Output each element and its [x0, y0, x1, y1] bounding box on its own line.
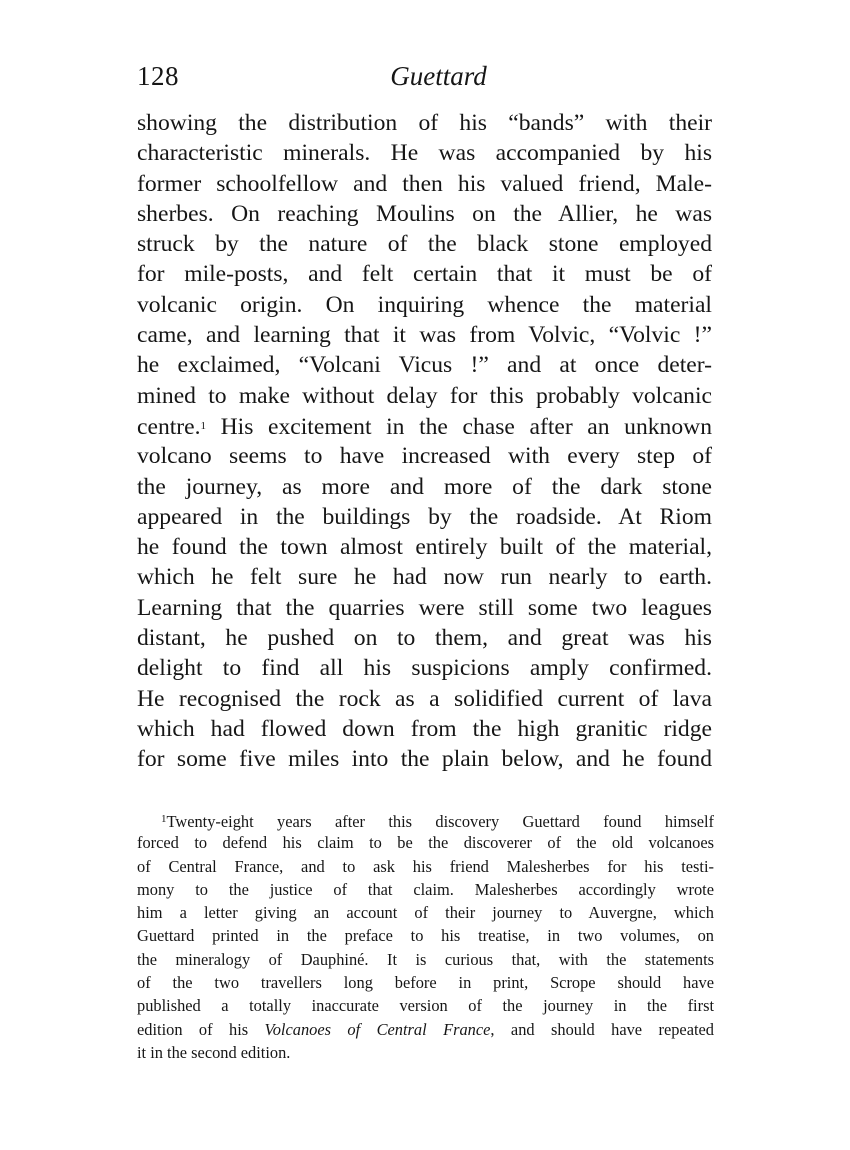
body-line: He recognised the rock as a solidified current of lava	[137, 685, 712, 712]
body-line: which had flowed down from the high granitic ridge	[137, 715, 712, 742]
footnote	[137, 808, 714, 1064]
body-line: distant, he pushed on to them, and great was his	[137, 625, 712, 652]
footnote-line-with-title	[137, 1018, 714, 1041]
body-line: volcanic origin. On inquiring whence the material	[137, 291, 712, 318]
footnote-line: of the two travellers long before in print, Scrope should have	[137, 973, 714, 993]
body-line-rest: His excitement in the chase after an unknown	[206, 413, 712, 440]
footnote-line: him a letter giving an account of their journey to Auvergne, which	[137, 903, 714, 923]
body-line: he exclaimed, “Volcani Vicus !” and at once deter-	[137, 352, 712, 379]
body-text	[137, 108, 712, 775]
running-head	[137, 58, 712, 94]
body-line: volcano seems to have increased with every step of	[137, 443, 712, 470]
footnote-line: the mineralogy of Dauphiné. It is curious that, with the statements	[137, 949, 714, 969]
footnote-text: Twenty-eight years after this discovery Guettard found himself	[166, 812, 714, 831]
footnote-reference: 1	[200, 419, 207, 432]
book-title: Volcanoes of Central France	[264, 1019, 491, 1039]
body-line: sherbes. On reaching Moulins on the Allier, he was	[137, 200, 712, 227]
body-line-with-footnote-ref	[137, 411, 712, 441]
body-line: delight to find all his suspicions amply confirmed.	[137, 655, 712, 682]
footnote-line: it in the second edition.	[137, 1042, 291, 1062]
body-line: former schoolfellow and then his valued friend, Male-	[137, 170, 712, 197]
footnote-line: Guettard printed in the preface to his treatise, in two volumes, on	[137, 926, 714, 946]
footnote-line: forced to defend his claim to be the discoverer of the old volcanoes	[137, 833, 714, 853]
body-line: appeared in the buildings by the roadside. At Riom	[137, 503, 712, 530]
body-line: mined to make without delay for this probably volcanic	[137, 382, 712, 409]
footnote-marker: 1	[161, 813, 167, 825]
body-line: for some five miles into the plain below, and he found	[137, 746, 712, 773]
body-line: Learning that the quarries were still some two leagues	[137, 594, 712, 621]
body-line: which he felt sure he had now run nearly to earth.	[137, 564, 712, 591]
body-line: characteristic minerals. He was accompanied by his	[137, 140, 712, 167]
footnote-line: published a totally inaccurate version of the journey in the first	[137, 996, 714, 1016]
body-line: struck by the nature of the black stone employed	[137, 231, 712, 258]
footnote-text: edition of his	[137, 1019, 265, 1039]
footnote-line: mony to the justice of that claim. Malesherbes accordingly wrote	[137, 879, 714, 899]
body-line: showing the distribution of his “bands” with their	[137, 110, 712, 136]
page-number: 128	[137, 61, 179, 91]
body-line: the journey, as more and more of the dark stone	[137, 473, 712, 500]
body-line: came, and learning that it was from Volvic, “Volvic !”	[137, 322, 712, 349]
footnote-line: of Central France, and to ask his friend Malesherbes for his testi-	[137, 856, 714, 876]
body-line: for mile-posts, and felt certain that it must be of	[137, 261, 712, 288]
running-title: Guettard	[390, 61, 487, 91]
footnote-line	[137, 808, 714, 831]
body-line-start: centre.	[137, 413, 201, 440]
footnote-text: , and should have repeated	[490, 1019, 714, 1039]
body-line: he found the town almost entirely built of the material,	[137, 534, 712, 561]
